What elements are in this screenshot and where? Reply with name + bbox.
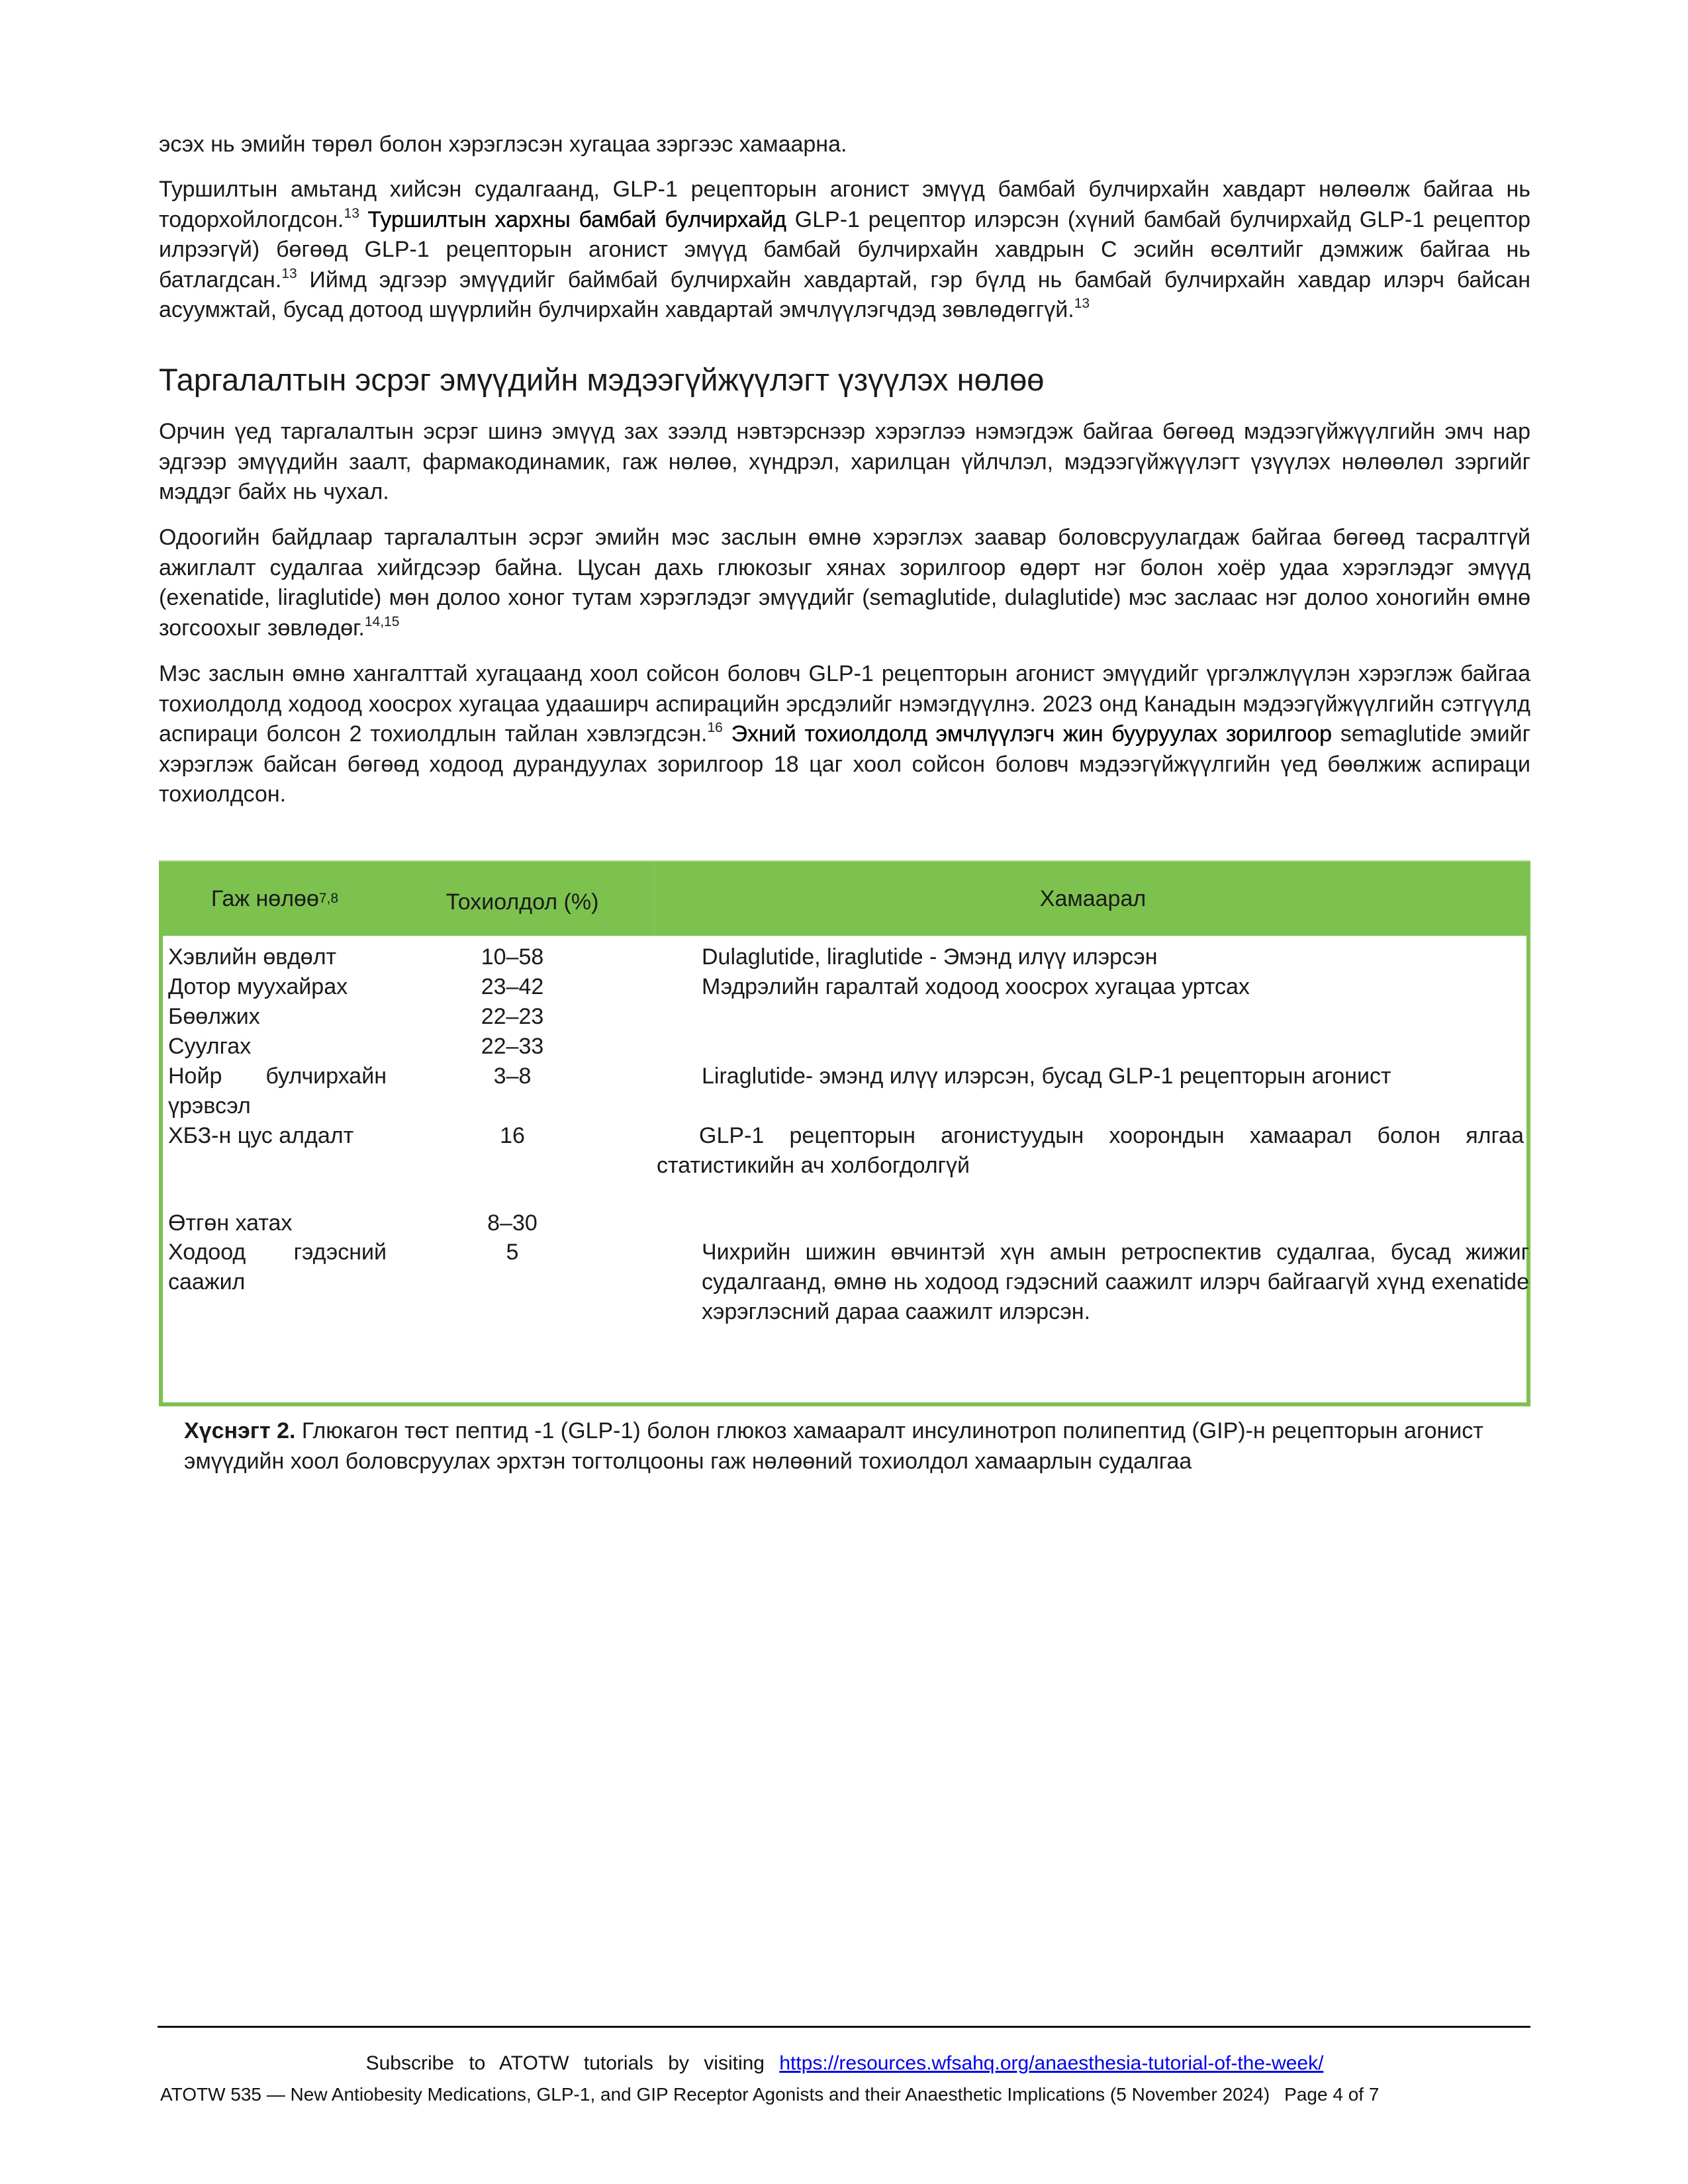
footer-divider xyxy=(158,2026,1530,2028)
cell-incidence: 3–8 xyxy=(493,1064,532,1089)
cell-relation: Мэдрэлийн гаралтай ходоод хоосрох хугацаа уртсах xyxy=(702,974,1250,999)
paragraph-introduction: Орчин үед таргалалтын эсрэг шинэ эмүүд зах зээлд нэвтэрснээр хэрэглээ нэмэгдэж байгаа бөгөөд мэдээгүйжүүлгийн эмч нар эдгээр эмүүдийн заалт, фармакодинамик, гаж нөлөө, хүндрэл, харилцан үйлчлэл, мэдээгүйжүүлэгт үзүүлэх нөлөөлөл зэргийг мэддэг байх нь чухал. xyxy=(159,419,1530,504)
paragraph-text: Одоогийн байдлаар таргалалтын эсрэг эмийн мэс заслын өмнө хэрэглэх заавар боловсруулагдаж байгаа бөгөөд тасралтгүй ажиглалт судалгаа хийгдсээр байна. Цусан дахь глюкозыг хянах зорилгоор өдөрт нэг болон хоёр удаа хэрэглэдэг эмүүд (exenatide, liraglutide) мөн долоо хоног тутам хэрэглэдэг эмүүдийг (semaglutide, dulaglutide) мэс заслаас нэг долоо хоногийн өмнө зогсоохыг зөвлөдөг. xyxy=(159,525,1530,641)
cell-relation: Чихрийн шижин өвчинтэй хүн амын ретроспектив судалгаа, бусад жижиг судалгаанд, өмнө нь ходоод гэдэсний саажилт илэрч байгаагүй хүнд exenatide хэрэглэсний дараа саажилт илэрсэн. xyxy=(702,1240,1529,1324)
document-title: ATOTW 535 — New Antiobesity Medications, GLP-1, and GIP Receptor Agonists and their Anaesthetic Implications (5 November 2024) xyxy=(160,2084,1270,2105)
footer-subscribe xyxy=(159,2050,1530,2077)
cell-incidence: 16 xyxy=(500,1123,525,1148)
emphasis-text: Эхний тохиолдолд эмчлүүлэгч жин бууруулах зорилгоор xyxy=(722,721,1333,747)
cell-incidence: 8–30 xyxy=(487,1210,538,1236)
cell-side-effect: Дотор муухайрах xyxy=(168,974,348,999)
paragraph-text: semaglutide эмийг хэрэглэж байсан бөгөөд ходоод дурандуулах зорилгоор 18 цаг хоол сойсон боловч мэдээгүйжүүлгийн үед бөөлжиж аспираци тохиолдсон. xyxy=(159,721,1531,807)
cell-relation: Liraglutide- эмэнд илүү илэрсэн, бусад GLP-1 рецепторын агонист xyxy=(702,1064,1391,1089)
cell-incidence: 22–33 xyxy=(481,1034,544,1059)
cell-side-effect: Ходоод гэдэсний саажил xyxy=(168,1240,387,1295)
cell-relation: Dulaglutide, liraglutide - Эмэнд илүү илэрсэн xyxy=(702,944,1158,970)
column-header-label: Гаж нөлөө xyxy=(211,886,319,911)
subscribe-text: Subscribe to ATOTW tutorials by visiting xyxy=(365,2052,765,2074)
column-header-incidence: Тохиолдол (%) xyxy=(445,889,599,915)
reference-marker: 13 xyxy=(344,205,359,221)
reference-marker: 14,15 xyxy=(364,614,400,629)
page-number: Page 4 of 7 xyxy=(1284,2084,1380,2105)
cell-incidence: 5 xyxy=(506,1240,519,1265)
paragraph-text: Мэс заслын өмнө хангалттай хугацаанд хоол сойсон боловч GLP-1 рецепторын агонист эмүүдийг үргэлжлүүлэн хэрэглэж байгаа тохиолдолд ходоод хоосрох хугацаа удааширч аспирацийн эрсдэлийг нэмэгдүүлнэ. 2023 онд Канадын мэдээгүйжүүлгийн сэтгүүлд аспираци болсон 2 тохиолдлын тайлан хэвлэгдсэн. xyxy=(159,661,1530,747)
cell-incidence: 22–23 xyxy=(481,1004,544,1029)
emphasis-text: Туршилтын хархны бамбай булчирхайд xyxy=(359,206,786,232)
cell-side-effect: Хэвлийн өвдөлт xyxy=(168,944,337,970)
cell-side-effect: ХБЗ-н цус алдалт xyxy=(168,1123,354,1148)
paragraph-text: GLP-1 рецептор илэрсэн (хүний бамбай булчирхайд GLP-1 рецептор илрээгүй) бөгөөд GLP-1 рецепторын агонист эмүүд бамбай булчирхайн хавдрын C эсийн өсөлтийг дэмжиж байгаа нь батлагдсан. xyxy=(159,206,1530,293)
reference-marker: 13 xyxy=(1074,296,1090,311)
cell-incidence: 10–58 xyxy=(481,944,544,970)
cell-side-effect: Бөөлжих xyxy=(168,1004,260,1029)
cell-side-effect: Нойр булчирхайн үрэвсэл xyxy=(168,1064,387,1118)
section-heading: Таргалалтын эсрэг эмүүдийн мэдээгүйжүүлэгт үзүүлэх нөлөө xyxy=(159,362,1045,397)
reference-marker: 13 xyxy=(281,265,297,281)
paragraph-continuation: эсэх нь эмийн төрөл болон хэрэглэсэн хугацаа зэргээс хамаарна. xyxy=(159,132,847,157)
cell-incidence: 23–42 xyxy=(481,974,544,999)
cell-side-effect: Суулгах xyxy=(168,1034,252,1059)
footer-citation xyxy=(160,2082,1532,2107)
caption-text: Глюкагон төст пептид -1 (GLP-1) болон глюкоз хамааралт инсулинотроп полипептид (GIP)-н рецепторын агонист эмүүдийн хоол боловсруулах эрхтэн тогтолцооны гаж нөлөөний тохиолдол хамаарлын судалгаа xyxy=(184,1418,1483,1474)
column-header-side-effect: Гаж нөлөө 7,8 xyxy=(211,886,339,911)
reference-marker: 16 xyxy=(707,720,723,735)
paragraph-aspiration-cases xyxy=(159,659,1530,810)
paragraph-text: Туршилтын амьтанд хийсэн судалгаанд, GLP-1 рецепторын агонист эмүүд бамбай булчирхайн хавдарт нөлөөлж байгаа нь тодорхойлогдсон. xyxy=(159,177,1530,232)
table-caption xyxy=(184,1416,1528,1477)
paragraph-guidelines xyxy=(159,523,1530,643)
side-effects-table xyxy=(159,860,1530,1406)
paragraph-thyroid-risk xyxy=(159,175,1530,326)
cell-relation: GLP-1 рецепторын агонистуудын хоорондын хамаарал болон ялгаа статистикийн ач холбогдолгүй xyxy=(657,1123,1524,1178)
caption-label: Хүснэгт 2. xyxy=(184,1418,296,1443)
table-header-row xyxy=(159,860,1530,936)
tutorial-link[interactable]: https://resources.wfsahq.org/anaesthesia-tutorial-of-the-week/ xyxy=(779,2052,1324,2074)
paragraph-text: Иймд эдгээр эмүүдийг баймбай булчирхайн хавдартай, гэр бүлд нь бамбай булчирхайн хавдар илэрч байсан асуумжтай, бусад дотоод шүүрлийн булчирхайн хавдартай эмчлүүлэгчдэд зөвлөдөггүй. xyxy=(159,267,1530,322)
column-header-relation: Хамаарал xyxy=(654,862,1531,936)
cell-side-effect: Өтгөн хатах xyxy=(168,1210,293,1236)
